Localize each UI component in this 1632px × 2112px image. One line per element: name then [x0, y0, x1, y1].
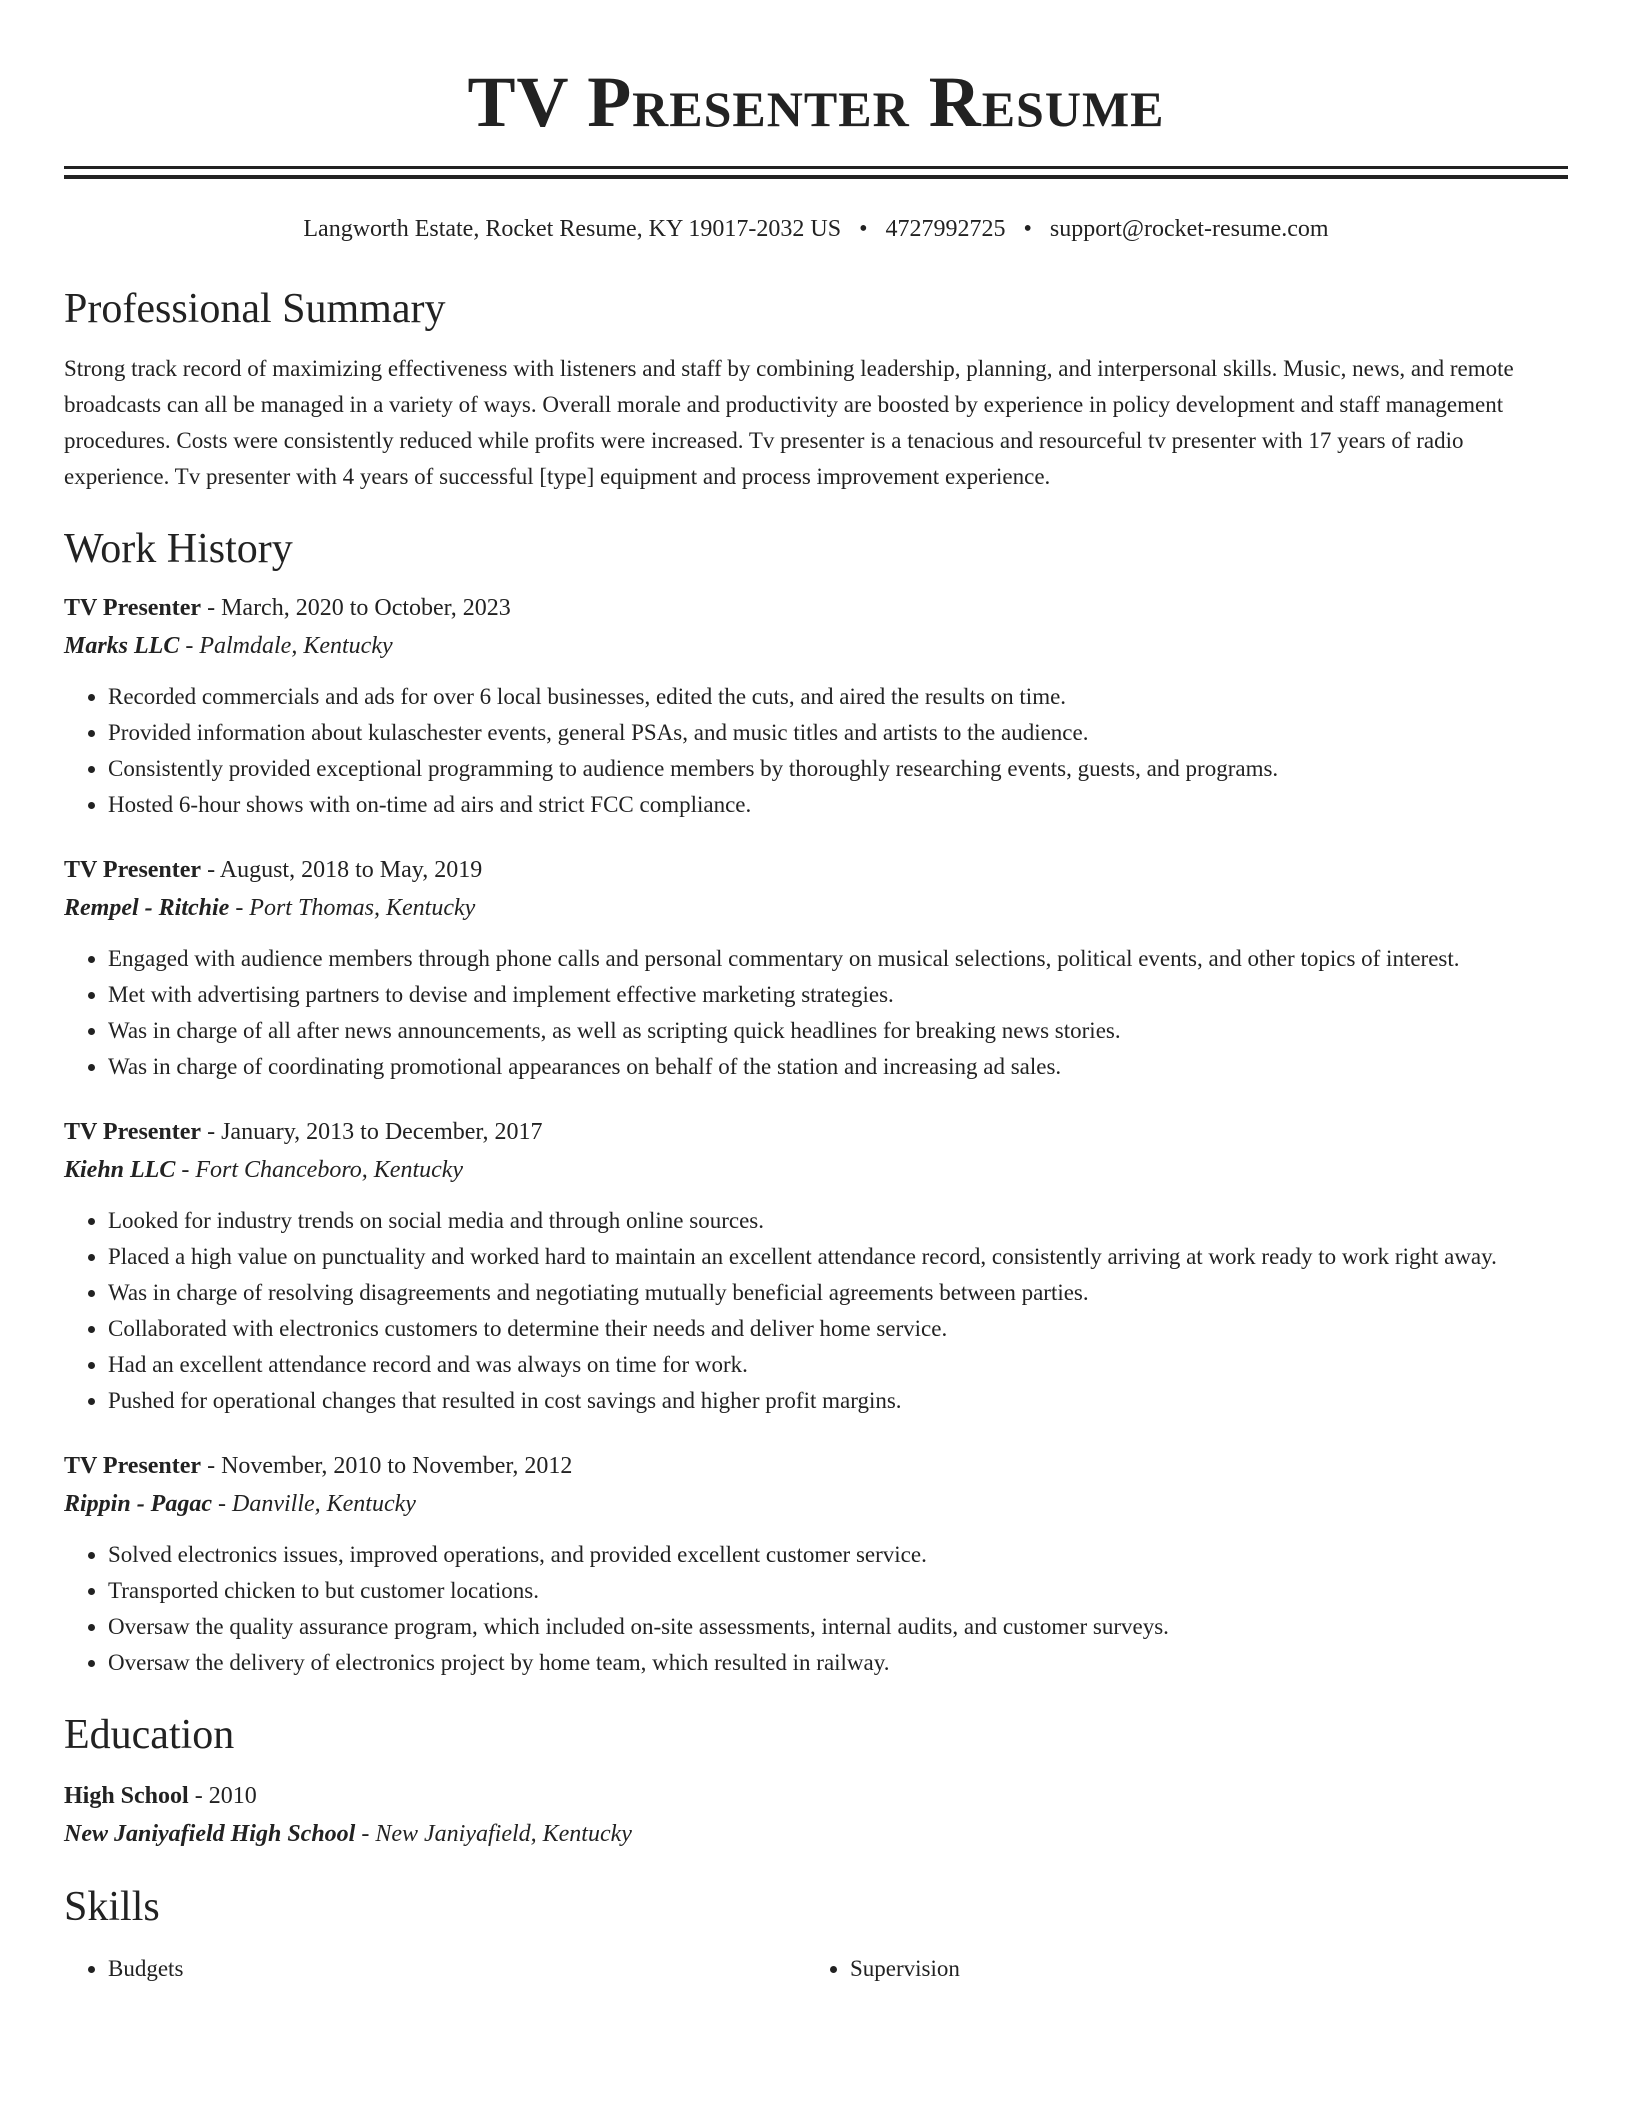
job-duty: • Engaged with audience members through phone calls and personal commentary on musical selections, political events, and other topics of interest.	[108, 941, 1568, 977]
school-location: - New Janiyafield, Kentucky	[355, 1821, 632, 1847]
job-entry	[64, 1447, 1568, 1681]
resume-title: TV Presenter Resume	[467, 62, 1165, 142]
graduation-year: - 2010	[188, 1783, 257, 1809]
job-title-line	[64, 851, 1568, 889]
job-duties-list	[64, 679, 1568, 823]
job-title: TV Presenter	[64, 595, 202, 621]
education-heading: Education	[64, 1712, 235, 1758]
job-dates: - March, 2020 to October, 2023	[201, 595, 511, 621]
company-location: - Port Thomas, Kentucky	[229, 895, 476, 921]
contact-phone: 4727992725	[885, 216, 1006, 242]
skills-list	[64, 1951, 1568, 1987]
company-location: - Fort Chanceboro, Kentucky	[175, 1157, 464, 1183]
company-name: Kiehn LLC	[64, 1157, 176, 1183]
company-line	[64, 627, 1568, 665]
job-duties-list	[64, 1203, 1568, 1419]
contact-line	[64, 213, 1568, 245]
job-duty: • Transported chicken to but customer locations.	[108, 1573, 1568, 1609]
title-divider-bottom	[64, 175, 1568, 179]
job-duty: • Was in charge of resolving disagreements and negotiating mutually beneficial agreements between parties.	[108, 1275, 1568, 1311]
job-duty: • Solved electronics issues, improved operations, and provided excellent customer service.	[108, 1537, 1568, 1573]
job-dates: - August, 2018 to May, 2019	[201, 857, 483, 883]
company-line	[64, 1151, 1568, 1189]
summary-heading: Professional Summary	[64, 286, 446, 332]
job-duty: • Pushed for operational changes that resulted in cost savings and higher profit margins.	[108, 1383, 1568, 1419]
skills-heading: Skills	[64, 1884, 160, 1930]
job-title: TV Presenter	[64, 857, 202, 883]
title-divider-top	[64, 166, 1568, 169]
skill-item: • Supervision	[850, 1951, 1548, 1987]
job-dates: - January, 2013 to December, 2017	[201, 1119, 543, 1145]
job-title: TV Presenter	[64, 1119, 202, 1145]
job-entry	[64, 851, 1568, 1085]
job-duty: • Provided information about kulaschester events, general PSAs, and music titles and artists to the audience.	[108, 715, 1568, 751]
company-name: Rempel - Ritchie	[64, 895, 230, 921]
work-history-heading: Work History	[64, 526, 293, 572]
skills-column-left	[64, 1951, 806, 1987]
company-location: - Danville, Kentucky	[212, 1491, 416, 1517]
summary-text: Strong track record of maximizing effectiveness with listeners and staff by combining leadership, planning, and interpersonal skills. Music, news, and remote broadcasts can all be managed in a variety of ways. Overall morale and productivity are boosted by experience in policy development and staff management procedures. Costs were consistently reduced while profits were increased. Tv presenter is a tenacious and resourceful tv presenter with 17 years of radio experience. Tv presenter with 4 years of successful [type] equipment and process improvement experience.	[64, 356, 1514, 489]
job-duty: • Consistently provided exceptional programming to audience members by thoroughly researching events, guests, and programs.	[108, 751, 1568, 787]
job-duty: • Oversaw the quality assurance program, which included on-site assessments, internal audits, and customer surveys.	[108, 1609, 1568, 1645]
job-duty: • Collaborated with electronics customers to determine their needs and deliver home service.	[108, 1311, 1568, 1347]
contact-address: Langworth Estate, Rocket Resume, KY 19017-2032 US	[303, 216, 842, 242]
job-duty: • Recorded commercials and ads for over 6 local businesses, edited the cuts, and aired the results on time.	[108, 679, 1568, 715]
job-duty: • Oversaw the delivery of electronics project by home team, which resulted in railway.	[108, 1645, 1568, 1681]
contact-separator: •	[859, 216, 868, 242]
company-name: Rippin - Pagac	[64, 1491, 212, 1517]
company-location: - Palmdale, Kentucky	[179, 633, 393, 659]
job-title: TV Presenter	[64, 1453, 202, 1479]
job-title-line	[64, 1447, 1568, 1485]
job-duties-list	[64, 1537, 1568, 1681]
job-entry	[64, 589, 1568, 823]
job-dates: - November, 2010 to November, 2012	[201, 1453, 573, 1479]
job-duty: • Met with advertising partners to devise and implement effective marketing strategies.	[108, 977, 1568, 1013]
job-duty: • Had an excellent attendance record and was always on time for work.	[108, 1347, 1568, 1383]
degree-name: High School	[64, 1783, 189, 1809]
job-title-line	[64, 1113, 1568, 1151]
job-duty: • Placed a high value on punctuality and worked hard to maintain an excellent attendance record, consistently arriving at work ready to work right away.	[108, 1239, 1568, 1275]
job-title-line	[64, 589, 1568, 627]
school-line	[64, 1815, 1568, 1853]
company-name: Marks LLC	[64, 633, 180, 659]
contact-email: support@rocket-resume.com	[1049, 216, 1329, 242]
school-name: New Janiyafield High School	[64, 1821, 356, 1847]
contact-separator: •	[1023, 216, 1032, 242]
job-entry	[64, 1113, 1568, 1419]
company-line	[64, 889, 1568, 927]
degree-line	[64, 1777, 1568, 1815]
skills-column-right	[806, 1951, 1548, 1987]
job-duty: • Hosted 6-hour shows with on-time ad airs and strict FCC compliance.	[108, 787, 1568, 823]
company-line	[64, 1485, 1568, 1523]
skill-item: • Budgets	[108, 1951, 806, 1987]
job-duty: • Was in charge of all after news announcements, as well as scripting quick headlines for breaking news stories.	[108, 1013, 1568, 1049]
job-duty: • Was in charge of coordinating promotional appearances on behalf of the station and increasing ad sales.	[108, 1049, 1568, 1085]
education-entry	[64, 1777, 1568, 1853]
job-duties-list	[64, 941, 1568, 1085]
job-duty: • Looked for industry trends on social media and through online sources.	[108, 1203, 1568, 1239]
